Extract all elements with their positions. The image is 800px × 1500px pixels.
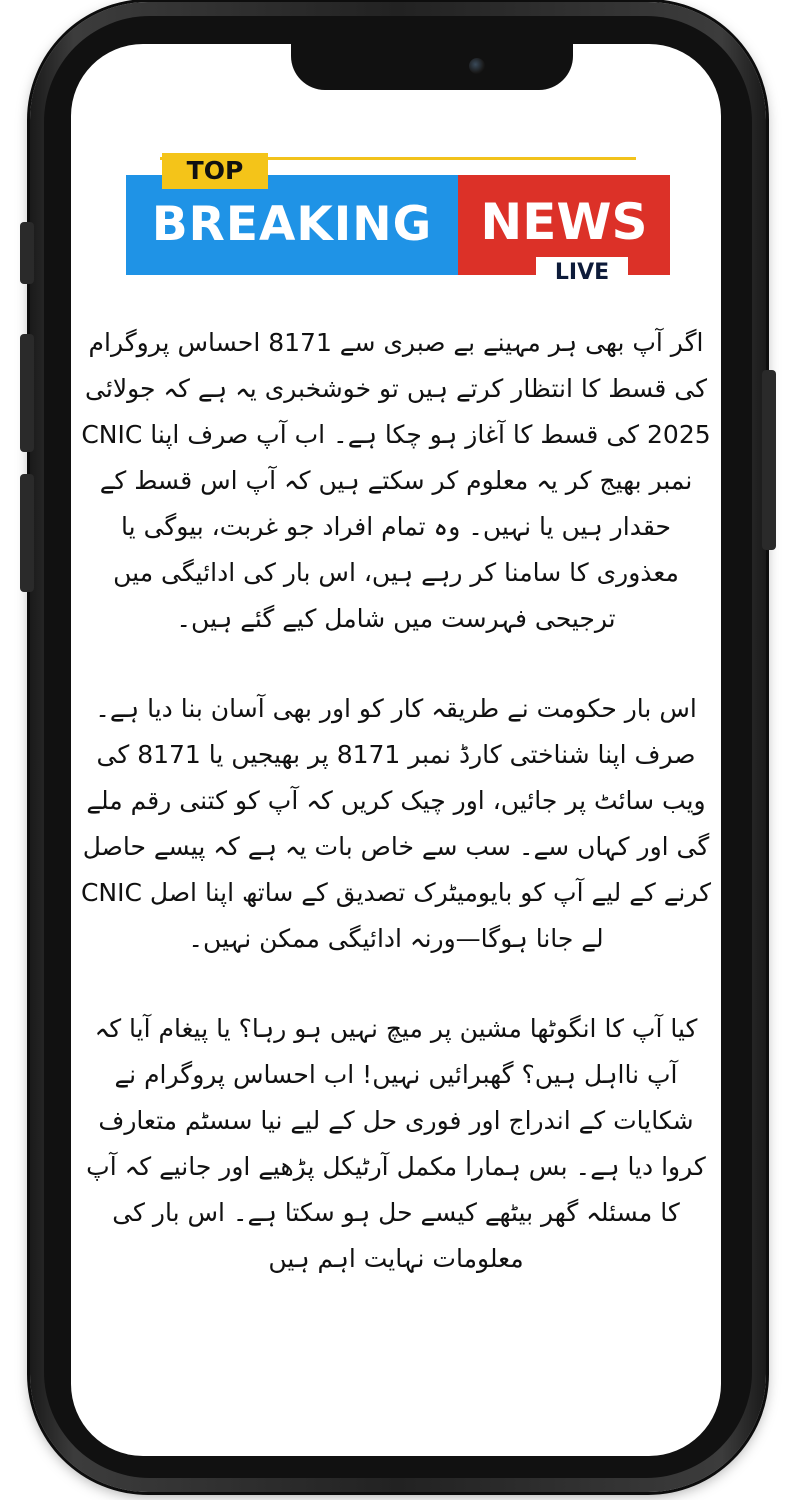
banner-top-badge: TOP bbox=[162, 153, 268, 189]
breaking-news-banner bbox=[126, 149, 671, 289]
volume-down-button bbox=[20, 474, 34, 592]
phone-screen bbox=[71, 44, 721, 1456]
power-button bbox=[762, 370, 776, 550]
banner-live-tag: LIVE bbox=[536, 257, 628, 289]
banner-news-label: NEWS bbox=[458, 175, 670, 275]
notch bbox=[291, 44, 573, 90]
camera-icon bbox=[469, 58, 485, 74]
banner-breaking-label: BREAKING bbox=[126, 175, 458, 275]
article-body bbox=[77, 320, 715, 1282]
article-paragraph-3: کیا آپ کا انگوٹھا مشین پر میچ نہیں ہو رہا؟ یا پیغام آیا کہ آپ نااہل ہیں؟ گھبرائیں نہیں! اب احساس پروگرام نے شکایات کے اندراج اور فوری حل کے لیے نیا سسٹم متعارف کروا دیا ہے۔ بس ہمارا مکمل آرٹیکل پڑھیے اور جانیے کہ آپ کا مسئلہ گھر بیٹھے کیسے حل ہو سکتا ہے۔ اس بار کی معلومات نہایت اہم ہیں bbox=[86, 1014, 706, 1273]
article-paragraph-2: اس بار حکومت نے طریقہ کار کو اور بھی آسان بنا دیا ہے۔ صرف اپنا شناختی کارڈ نمبر 8171 پر بھیجیں یا 8171 کی ویب سائٹ پر جائیں، اور چیک کریں کہ آپ کو کتنی رقم ملے گی اور کہاں سے۔ سب سے خاص بات یہ ہے کہ پیسے حاصل کرنے کے لیے آپ کو بایومیٹرک تصدیق کے ساتھ اپنا اصل CNIC لے جانا ہوگا—ورنہ ادائیگی ممکن نہیں۔ bbox=[80, 694, 712, 953]
volume-up-button bbox=[20, 334, 34, 452]
mute-switch bbox=[20, 222, 34, 284]
article-paragraph-1: اگر آپ بھی ہر مہینے بے صبری سے 8171 احساس پروگرام کی قسط کا انتظار کرتے ہیں تو خوشخبری یہ ہے کہ جولائی 2025 کی قسط کا آغاز ہو چکا ہے۔ اب آپ صرف اپنا CNIC نمبر بھیج کر یہ معلوم کر سکتے ہیں کہ آپ اس قسط کے حقدار ہیں یا نہیں۔ وہ تمام افراد جو غربت، بیوگی یا معذوری کا سامنا کر رہے ہیں، اس بار کی ادائیگی میں ترجیحی فہرست میں شامل کیے گئے ہیں۔ bbox=[81, 328, 711, 633]
